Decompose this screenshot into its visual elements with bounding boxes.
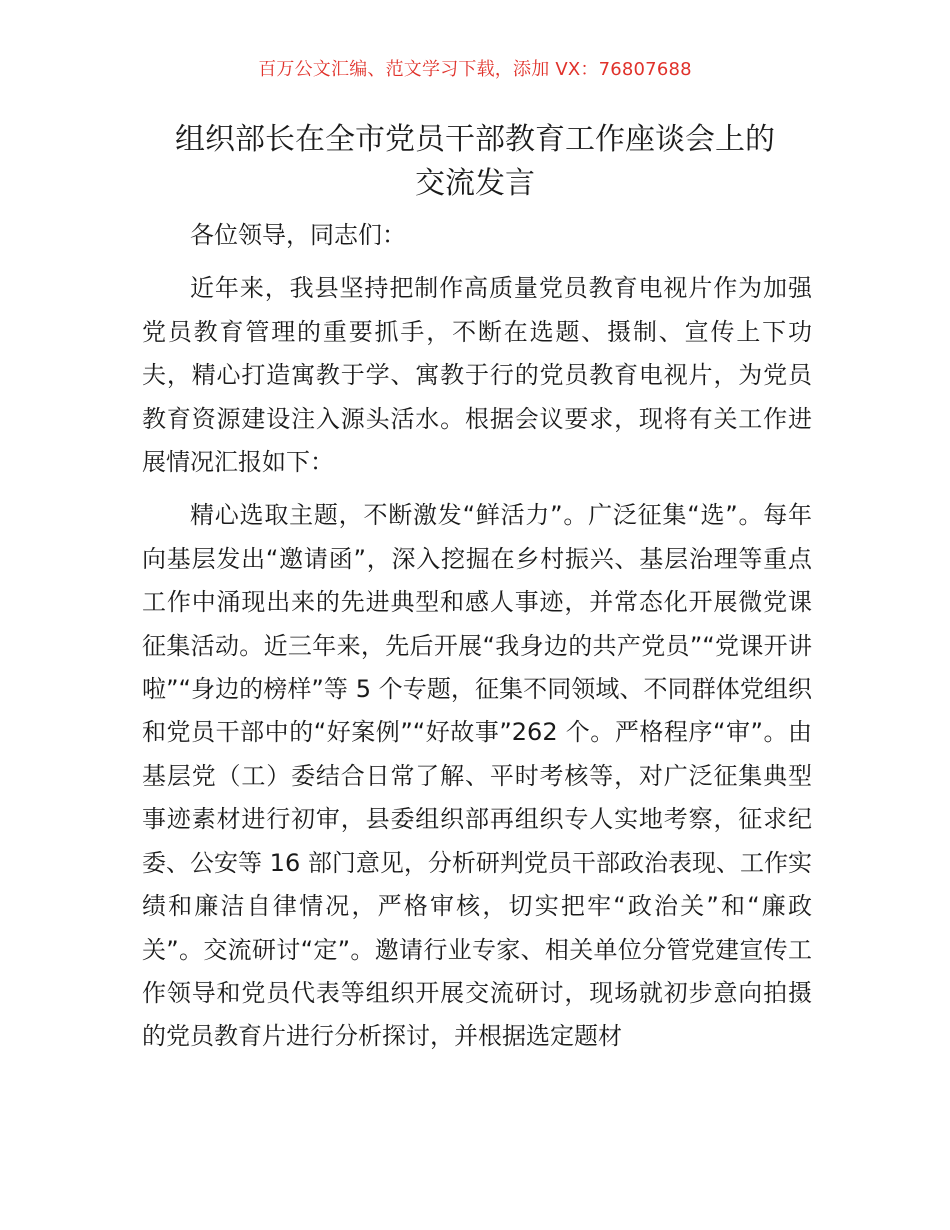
paragraph-intro: 近年来，我县坚持把制作高质量党员教育电视片作为加强党员教育管理的重要抓手，不断在选题、摄制、宣传上下功夫，精心打造寓教于学、寓教于行的党员教育电视片，为党员教育资源建设注入源头活水。根据会议要求，现将有关工作进展情况汇报如下： xyxy=(142,274,812,477)
salutation: 各位领导，同志们： xyxy=(190,221,406,249)
watermark-header: 百万公文汇编、范文学习下载，添加 VX：76807688 xyxy=(258,59,692,80)
title-line-2: 交流发言 xyxy=(415,166,535,201)
document-title xyxy=(140,118,810,206)
document-body xyxy=(142,214,812,1069)
title-line-1: 组织部长在全市党员干部教育工作座谈会上的 xyxy=(175,122,775,157)
paragraph-theme-selection: 精心选取主题，不断激发“鲜活力”。广泛征集“选”。每年向基层发出“邀请函”，深入挖掘在乡村振兴、基层治理等重点工作中涌现出来的先进典型和感人事迹，并常态化开展微党课征集活动。近三年来，先后开展“我身边的共产党员”“党课开讲啦”“身边的榜样”等 5 个专题，征集不同领域、不同群体党组织和党员干部中的“好案例”“好故事”262 个。严格程序“审”。由基层党（工）委结合日常了解、平时考核等，对广泛征集典型事迹素材进行初审，县委组织部再组织专人实地考察，征求纪委、公安等 16 部门意见，分析研判党员干部政治表现、工作实绩和廉洁自律情况，严格审核，切实把牢“政治关”和“廉政关”。交流研讨“定”。邀请行业专家、相关单位分管党建宣传工作领导和党员代表等组织开展交流研讨，现场就初步意向拍摄的党员教育片进行分析探讨，并根据选定题材 xyxy=(142,501,812,1051)
